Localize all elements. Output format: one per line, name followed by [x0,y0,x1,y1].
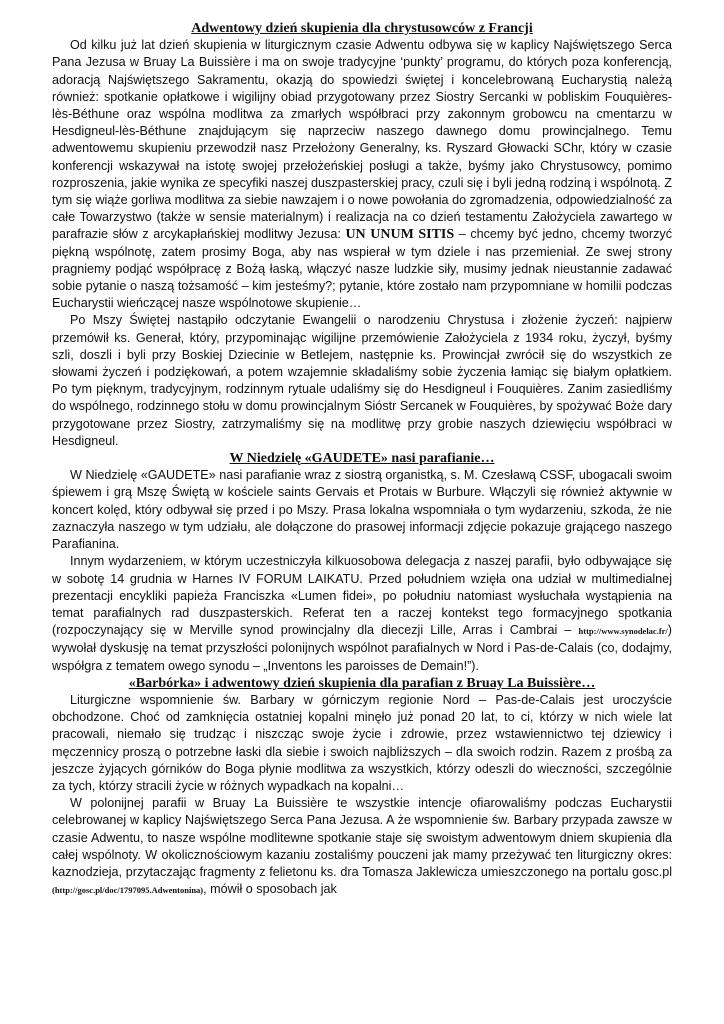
section-1-paragraph-1-text-cont: – chcemy być jedno, chcemy tworzyć piękną wspólnotę, zatem prosimy Boga, aby nas wspierał w tym dziele i nas przemieniał. Ze swej strony pragniemy podjąć współpracę z Bożą łaską, włączyć nasze ludzkie siły, musimy jednak nieustannie zadawać sobie pytanie o naszą tożsamość – kim jesteśmy?; pytanie, które zostało nam przypomniane w homilii podczas Eucharystii wieńczącej nasze wspólnotowe skupienie… [52,227,672,311]
section-1-title: Adwentowy dzień skupienia dla chrystusowców z Francji [191,21,533,36]
section-3-paragraph-2-text-cont: , mówił o sposobach jak [203,882,337,897]
section-2-title: W Niedzielę «GAUDETE» nasi parafianie… [229,451,495,467]
section-1-paragraph-2: Po Mszy Świętej nastąpiło odczytanie Ewangelii o narodzeniu Chrystusa i złożenie życzeń: najpierw przemówił ks. Generał, który, przypominając wigilijne przemówienie Założyciela z 1934 roku, życzył, byśmy szli, doszli i byli przy Boskiej Dziecinie w Betlejem, następnie ks. Prowincjał zwrócił się do wszystkich ze słowami życzeń i podziękowań, a potem wzajemnie składaliśmy sobie życzenia łamiąc się białym opłatkiem. Po tym pięknym, tradycyjnym, rodzinnym rytuale udaliśmy się do Hesdigneul i Fouquières. Zanim zasiedliśmy do wspólnego, rodzinnego stołu w domu prowincjalnym Sióstr Sercanek w Fouquières, by spożywać Boże dary przygotowane przez Siostry, zatrzymaliśmy się na modlitwę przy grobie naszych dziewięciu współbraci w Hesdigneul. [52,313,672,448]
section-2-paragraph-2-text: Innym wydarzeniem, w którym uczestniczyła kilkuosobowa delegacja z naszej parafii, było odbywające się w sobotę 14 grudnia w Harnes IV FORUM LAIKATU. Przed południem wzięła ona udział w multimedialnej prezentacji encykliki papieża Franciszka «Lumen fidei», po południu natomiast wysłuchała wystąpienia na temat parafialnych rad duszpasterskich. Referat ten a raczej kontekst tego formacyjnego spotkania (rozpoczynający się w Merville synod prowincjalny dla diecezji Lille, Arras i Cambrai – [52,554,672,638]
section-2-paragraph-2-text-cont: ) wywołał dyskusję na temat przyszłości polonijnych wspólnot parafialnych w Nord i Pas-de-Calais (co, dodajmy, współgra z tematem owego synodu – „Inventons les paroisses de Demain!”). [52,623,672,673]
section-2-paragraph-1: W Niedzielę «GAUDETE» nasi parafianie wraz z siostrą organistką, s. M. Czesławą CSSF, ubogacali swoim śpiewem i grą Mszę Świętą w kościele saints Gervais et Protais w Burbure. Włączyli się również aktywnie w koncert kolęd, który odbywał się przed i po Mszy. Prasa lokalna wspomniała o tym wydarzeniu, szkoda, że nie zaznaczyła naszego w tym udziału, ale dołączone do prasowej informacji zdjęcie pokazuje grającego naszego Parafianina. [52,468,672,552]
synod-link[interactable]: http://www.synodelac.fr/ [578,626,668,637]
section-2-paragraph-2 [52,553,672,674]
section-3-title: «Barbórka» i adwentowy dzień skupienia dla parafian z Bruay La Buissière… [128,675,596,691]
section-3-paragraph-1: Liturgiczne wspomnienie św. Barbary w górniczym regionie Nord – Pas-de-Calais jest uroczyście obchodzone. Choć od zamknięcia ostatniej kopalni minęło już ponad 20 lat, to ci, którzy w nich wiele lat pracowali, niemało się trudząc i niszcząc swoje życie i zdrowie, przez wstawiennictwo tej dziewicy i męczennicy proszą o potrzebne łaski dla siebie i swoich najbliższych – dla swoich rodzin. Razem z prośbą za jeszcze żyjących górników do Boga płynie modlitwa za wszystkich, którzy odeszli do wieczności, szczególnie za tych, którzy stracili życie w różnych wypadkach na kopalni… [52,692,672,793]
document-page [52,20,672,1010]
gosc-link[interactable]: (http://gosc.pl/doc/1797095.Adwentonina) [52,885,204,896]
section-3-paragraph-2 [52,795,672,899]
motto-un-unum-sitis: UN UNUM SITIS [345,227,455,243]
section-3-paragraph-2-text: W polonijnej parafii w Bruay La Buissière te wszystkie intencje ofiarowaliśmy podczas Eucharystii celebrowanej w kaplicy Najświętszego Serca Pana Jezusa. A że wspomnienie św. Barbary przypada zawsze w czasie Adwentu, to nasze wspólne modlitewne spotkanie staje się swoistym adwentowym dniem skupienia dla całej wspólnoty. W okolicznościowym kazaniu zostaliśmy pouczeni jak mamy przeżywać ten liturgiczny okres: kaznodzieja, przytaczając fragmenty z felietonu ks. dra Tomasza Jaklewicza umieszczonego na portalu gosc.pl [52,796,672,879]
section-1-paragraph-1 [52,37,672,312]
section-1-paragraph-1-text: Od kilku już lat dzień skupienia w liturgicznym czasie Adwentu odbywa się w kaplicy Najświętszego Serca Pana Jezusa w Bruay La Buissière i ma on swoje tradycyjne ‘punkty’ programu, do których poza konferencją, adoracją Najświętszego Sakramentu, okazją do spowiedzi świętej i koncelebrowaną Eucharystią należą również: spotkanie opłatkowe i wigilijny obiad przygotowany przez Siostry Sercanki w pobliskim Fouquières-lès-Béthune oraz wspólna modlitwa za zmarłych współbraci przy zakonnym grobowcu na cmentarzu w Hesdigneul-lès-Béthune znajdującym się naprzeciw naszego dawnego domu prowincjalnego. Temu adwentowemu skupieniu przewodził nasz Przełożony Generalny, ks. Ryszard Głowacki SChr, który w czasie konferencji wskazywał na istotę swojej przełożeńskiej posługi a także, byśmy jako Chrystusowcy, pomimo rozproszenia, jakie wynika ze specyfiki naszej duszpasterskiej pracy, czuli się i byli jedną rodziną i wspólnotą. Z tym się wiąże gorliwa modlitwa za siebie nawzajem i o nowe powołania do zgromadzenia, odpowiedzialność za całe Towarzystwo (także w sensie materialnym) i realizacja na co dzień testamentu Założyciela zawartego w parafrazie słów z arcykapłańskiej modlitwy Jezusa: [52,38,672,242]
